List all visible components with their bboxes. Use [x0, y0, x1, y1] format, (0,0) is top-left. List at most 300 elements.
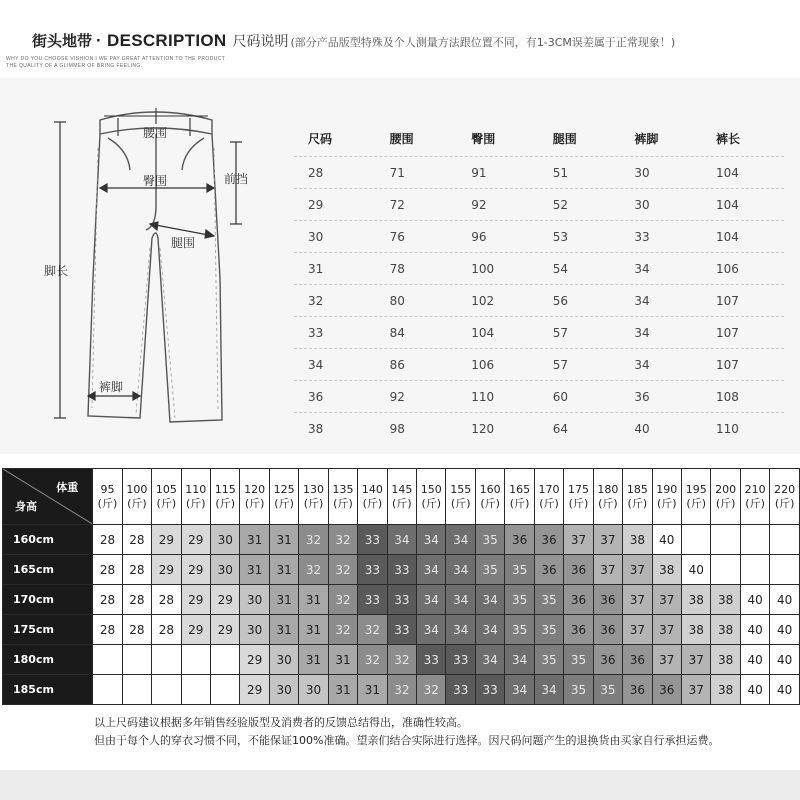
size-recommendation-cell	[152, 675, 181, 705]
weight-header-cell	[122, 469, 151, 525]
size-recommendation-cell	[122, 645, 151, 675]
weight-unit: (斤)	[185, 496, 206, 510]
size-recommendation-cell	[740, 525, 769, 555]
height-axis-label: 身高	[15, 500, 37, 513]
size-recommendation-cell: 28	[122, 525, 151, 555]
description-title: · DESCRIPTION	[96, 31, 227, 50]
size-cell: 100	[471, 261, 495, 276]
weight-header-cell	[593, 469, 622, 525]
size-recommendation-cell: 33	[475, 675, 504, 705]
size-recommendation-cell: 32	[328, 585, 357, 615]
weight-unit: (斤)	[509, 496, 530, 510]
weight-value: 195	[685, 482, 707, 496]
size-recommendation-cell: 40	[740, 675, 769, 705]
weight-header-cell	[711, 469, 740, 525]
size-row	[294, 252, 784, 284]
size-row	[294, 156, 784, 188]
weight-unit: (斤)	[156, 496, 177, 510]
size-recommendation-cell: 35	[534, 615, 563, 645]
grid-row	[3, 585, 800, 615]
weight-value: 170	[538, 482, 560, 496]
size-header-cell: 尺码	[308, 131, 333, 146]
size-recommendation-cell: 29	[240, 645, 269, 675]
weight-value: 95	[100, 482, 115, 496]
size-guide-title: 尺码说明	[232, 34, 289, 50]
size-row	[294, 284, 784, 316]
size-recommendation-cell: 36	[564, 615, 593, 645]
weight-header-cell	[358, 469, 387, 525]
size-recommendation-cell: 37	[652, 585, 681, 615]
weight-value: 120	[244, 482, 266, 496]
size-recommendation-cell: 37	[623, 615, 652, 645]
size-recommendation-cell: 36	[534, 525, 563, 555]
size-recommendation-cell: 40	[681, 555, 710, 585]
weight-value: 125	[273, 482, 295, 496]
weight-value: 140	[361, 482, 383, 496]
weight-unit: (斤)	[274, 496, 294, 510]
size-row	[294, 412, 784, 444]
weight-header-cell	[564, 469, 593, 525]
size-recommendation-cell: 30	[210, 555, 239, 585]
size-recommendation-cell: 34	[387, 525, 416, 555]
size-recommendation-cell: 28	[93, 615, 122, 645]
weight-value: 110	[185, 482, 207, 496]
size-cell: 106	[715, 261, 739, 276]
size-cell: 36	[634, 389, 650, 404]
weight-value: 175	[567, 482, 589, 496]
weight-unit: (斤)	[745, 496, 765, 510]
size-recommendation-cell: 33	[387, 555, 416, 585]
size-recommendation-cell: 35	[505, 585, 534, 615]
corner-diagonal	[3, 469, 93, 525]
size-recommendation-cell	[181, 645, 210, 675]
size-cell: 76	[389, 229, 405, 244]
header-subline-2: THE QUALITY OF A GLIMMER OF BRING FEELING.	[6, 63, 143, 69]
weight-unit: (斤)	[539, 496, 559, 510]
size-recommendation-cell: 28	[93, 585, 122, 615]
size-recommendation-cell: 40	[770, 645, 800, 675]
size-cell: 64	[552, 421, 569, 436]
size-recommendation-cell: 35	[564, 675, 593, 705]
weight-value: 200	[715, 482, 737, 496]
size-recommendation-cell: 34	[446, 555, 475, 585]
weight-value: 210	[744, 482, 766, 496]
size-cell: 53	[552, 229, 569, 244]
size-cell: 102	[471, 293, 495, 308]
size-header-cell: 裤脚	[634, 131, 659, 146]
size-recommendation-cell: 31	[240, 555, 269, 585]
size-header-cell: 裤长	[715, 131, 740, 146]
size-recommendation-cell: 32	[417, 675, 446, 705]
size-recommendation-cell: 31	[328, 675, 357, 705]
size-cell: 110	[715, 421, 739, 436]
size-cell: 28	[308, 165, 324, 180]
size-recommendation-cell: 29	[181, 555, 210, 585]
size-recommendation-cell: 32	[299, 555, 328, 585]
size-cell: 51	[552, 165, 569, 180]
size-cell: 120	[471, 421, 495, 436]
hem-label: 裤脚	[99, 380, 124, 394]
size-cell: 106	[471, 357, 495, 372]
size-recommendation-cell	[711, 525, 740, 555]
size-recommendation-cell: 34	[475, 585, 504, 615]
weight-unit: (斤)	[715, 496, 736, 510]
weight-value: 155	[450, 482, 472, 496]
size-cell: 107	[715, 293, 739, 308]
height-header-cell: 175cm	[3, 615, 93, 645]
size-recommendation-cell: 28	[152, 615, 181, 645]
weight-header-cell	[93, 469, 122, 525]
weight-value: 145	[391, 482, 413, 496]
size-cell: 34	[634, 261, 650, 276]
size-recommendation-cell: 32	[387, 675, 416, 705]
size-cell: 34	[634, 357, 650, 372]
size-recommendation-cell: 34	[475, 615, 504, 645]
size-recommendation-cell: 34	[446, 615, 475, 645]
size-recommendation-cell: 40	[740, 645, 769, 675]
footer-note-2: 但由于每个人的穿衣习惯不同，不能保证100%准确。望亲们结合实际进行选择。因尺码问题产生的退换货由买家自行承担运费。	[94, 734, 720, 747]
size-header-cell: 腰围	[389, 131, 414, 146]
size-recommendation-cell: 35	[593, 675, 622, 705]
height-weight-table	[2, 468, 800, 705]
header-subline-1: WHY DO YOU CHOOSE VISHION I WE PAY GREAT ATTENTION TO THE PRODUCT	[6, 56, 226, 62]
size-row	[294, 188, 784, 220]
weight-unit: (斤)	[774, 496, 795, 510]
size-recommendation-cell: 35	[534, 585, 563, 615]
brand-title: 街头地带	[32, 32, 93, 50]
size-cell: 84	[389, 325, 405, 340]
length-label: 脚长	[44, 264, 69, 278]
waist-label: 腰围	[143, 126, 168, 140]
weight-unit: (斤)	[480, 496, 500, 510]
size-recommendation-cell: 38	[711, 645, 740, 675]
weight-header-cell	[770, 469, 800, 525]
size-cell: 86	[389, 357, 405, 372]
size-cell: 33	[308, 325, 324, 340]
size-recommendation-cell: 33	[417, 645, 446, 675]
height-header-cell: 160cm	[3, 525, 93, 555]
size-recommendation-cell	[152, 645, 181, 675]
size-cell: 96	[471, 229, 487, 244]
size-recommendation-cell	[122, 675, 151, 705]
size-cell: 34	[634, 325, 650, 340]
size-cell: 38	[308, 421, 324, 436]
size-recommendation-cell	[93, 675, 122, 705]
size-recommendation-cell: 35	[475, 555, 504, 585]
grid-row	[3, 555, 800, 585]
size-cell: 78	[389, 261, 405, 276]
size-cell: 104	[471, 325, 495, 340]
weight-unit: (斤)	[568, 496, 589, 510]
footer-note-1: 以上尺码建议根据多年销售经验版型及消费者的反馈总结得出，准确性较高。	[94, 716, 468, 729]
weight-unit: (斤)	[244, 496, 265, 510]
page-header	[0, 0, 800, 78]
size-recommendation-cell: 34	[446, 585, 475, 615]
size-cell: 110	[471, 389, 495, 404]
size-cell: 98	[389, 421, 405, 436]
size-recommendation-cell: 34	[475, 645, 504, 675]
size-recommendation-cell: 40	[652, 525, 681, 555]
bottom-bar	[0, 770, 800, 800]
size-recommendation-cell: 31	[269, 525, 298, 555]
size-recommendation-cell: 29	[181, 585, 210, 615]
size-recommendation-cell: 35	[505, 555, 534, 585]
height-header-cell: 180cm	[3, 645, 93, 675]
size-cell: 30	[308, 229, 324, 244]
weight-header-cell	[652, 469, 681, 525]
size-recommendation-cell: 34	[505, 675, 534, 705]
size-cell: 71	[389, 165, 405, 180]
size-recommendation-cell: 31	[269, 615, 298, 645]
weight-unit: (斤)	[686, 496, 706, 510]
size-recommendation-cell: 29	[152, 555, 181, 585]
size-cell: 107	[715, 357, 739, 372]
weight-unit: (斤)	[97, 496, 118, 510]
size-cell: 40	[634, 421, 650, 436]
size-recommendation-cell: 38	[681, 585, 710, 615]
grid-row	[3, 525, 800, 555]
height-header-cell: 165cm	[3, 555, 93, 585]
size-recommendation-cell: 34	[417, 585, 446, 615]
size-row	[294, 316, 784, 348]
size-cell: 80	[389, 293, 405, 308]
size-recommendation-cell: 36	[593, 615, 622, 645]
weight-header-cell	[446, 469, 475, 525]
size-recommendation-cell: 31	[299, 645, 328, 675]
size-recommendation-cell: 28	[122, 585, 151, 615]
height-weight-grid	[0, 468, 800, 706]
weight-value: 105	[155, 482, 177, 496]
size-recommendation-cell: 28	[93, 555, 122, 585]
size-recommendation-cell: 35	[505, 615, 534, 645]
size-cell: 56	[552, 293, 569, 308]
size-recommendation-cell: 40	[770, 585, 800, 615]
size-cell: 32	[308, 293, 324, 308]
size-recommendation-cell: 40	[770, 615, 800, 645]
weight-value: 135	[332, 482, 354, 496]
size-recommendation-cell: 33	[358, 585, 387, 615]
size-recommendation-cell: 30	[299, 675, 328, 705]
size-recommendation-cell: 36	[593, 645, 622, 675]
size-recommendation-cell: 36	[505, 525, 534, 555]
weight-header-cell	[534, 469, 563, 525]
size-cell: 34	[634, 293, 650, 308]
size-recommendation-cell: 36	[534, 555, 563, 585]
size-recommendation-cell: 30	[269, 675, 298, 705]
size-recommendation-cell: 37	[593, 525, 622, 555]
size-recommendation-cell: 32	[358, 615, 387, 645]
size-recommendation-cell: 31	[358, 675, 387, 705]
thigh-label: 腿围	[171, 236, 196, 250]
size-recommendation-cell: 34	[417, 555, 446, 585]
size-recommendation-cell: 35	[534, 645, 563, 675]
size-recommendation-cell	[181, 675, 210, 705]
size-recommendation-cell: 29	[181, 525, 210, 555]
weight-unit: (斤)	[392, 496, 412, 510]
size-recommendation-cell: 33	[358, 555, 387, 585]
size-recommendation-cell: 38	[711, 675, 740, 705]
size-cell: 60	[552, 389, 569, 404]
size-recommendation-cell: 31	[328, 645, 357, 675]
weight-unit: (斤)	[362, 496, 383, 510]
size-recommendation-cell: 34	[417, 615, 446, 645]
size-recommendation-cell: 37	[652, 645, 681, 675]
size-recommendation-cell: 31	[269, 555, 298, 585]
size-recommendation-cell: 37	[681, 675, 710, 705]
size-header-cell: 腿围	[552, 131, 577, 146]
grid-row	[3, 615, 800, 645]
weight-header-cell	[475, 469, 504, 525]
weight-value: 220	[774, 482, 796, 496]
size-recommendation-cell	[711, 555, 740, 585]
size-recommendation-cell: 28	[152, 585, 181, 615]
size-cell: 91	[471, 165, 487, 180]
size-recommendation-cell: 33	[446, 645, 475, 675]
size-recommendation-cell: 34	[446, 525, 475, 555]
size-cell: 104	[715, 229, 739, 244]
size-cell: 92	[389, 389, 405, 404]
weight-value: 165	[509, 482, 531, 496]
weight-unit: (斤)	[127, 496, 147, 510]
size-recommendation-cell: 28	[93, 525, 122, 555]
size-recommendation-cell: 37	[681, 645, 710, 675]
weight-header-cell	[387, 469, 416, 525]
size-recommendation-cell: 29	[181, 615, 210, 645]
weight-value: 100	[126, 482, 148, 496]
size-cell: 30	[634, 197, 650, 212]
weight-unit: (斤)	[333, 496, 353, 510]
header-title	[32, 30, 675, 51]
size-cell: 30	[634, 165, 650, 180]
grid-corner	[3, 469, 93, 525]
size-recommendation-cell: 38	[711, 585, 740, 615]
size-header-cell: 臀围	[471, 131, 496, 146]
size-cell: 33	[634, 229, 650, 244]
weight-header-cell	[269, 469, 298, 525]
size-cell: 104	[715, 197, 739, 212]
size-cell: 57	[552, 357, 569, 372]
size-recommendation-cell: 28	[122, 555, 151, 585]
size-row	[294, 348, 784, 380]
weight-value: 150	[420, 482, 442, 496]
weight-header-cell	[681, 469, 710, 525]
size-recommendation-cell: 36	[593, 585, 622, 615]
size-recommendation-cell: 29	[240, 675, 269, 705]
weight-unit: (斤)	[303, 496, 324, 510]
weight-unit: (斤)	[215, 496, 235, 510]
size-recommendation-cell: 31	[269, 585, 298, 615]
size-cell: 104	[715, 165, 739, 180]
size-recommendation-cell: 34	[505, 645, 534, 675]
size-recommendation-cell: 35	[475, 525, 504, 555]
size-recommendation-cell: 32	[358, 645, 387, 675]
size-cell: 54	[552, 261, 569, 276]
size-recommendation-cell: 37	[652, 615, 681, 645]
size-recommendation-cell	[210, 645, 239, 675]
size-cell: 72	[389, 197, 405, 212]
size-recommendation-cell: 30	[269, 645, 298, 675]
measurement-section	[0, 78, 800, 454]
weight-header-cell	[299, 469, 328, 525]
size-cell: 57	[552, 325, 569, 340]
size-recommendation-cell: 37	[593, 555, 622, 585]
size-recommendation-cell: 28	[122, 615, 151, 645]
weight-unit: (斤)	[598, 496, 618, 510]
size-recommendation-cell: 40	[740, 615, 769, 645]
size-recommendation-cell: 38	[652, 555, 681, 585]
size-recommendation-cell: 36	[652, 675, 681, 705]
weight-value: 180	[597, 482, 619, 496]
size-recommendation-cell: 36	[623, 645, 652, 675]
weight-value: 115	[214, 482, 236, 496]
size-recommendation-cell: 36	[564, 585, 593, 615]
size-recommendation-cell: 36	[623, 675, 652, 705]
grid-row	[3, 645, 800, 675]
size-recommendation-cell: 37	[623, 585, 652, 615]
size-recommendation-cell: 32	[328, 615, 357, 645]
size-recommendation-cell: 35	[564, 645, 593, 675]
size-cell: 108	[715, 389, 739, 404]
size-recommendation-cell: 30	[210, 525, 239, 555]
size-recommendation-cell	[681, 525, 710, 555]
size-recommendation-cell: 40	[740, 585, 769, 615]
size-row	[294, 380, 784, 412]
height-header-cell: 170cm	[3, 585, 93, 615]
weight-header-cell	[328, 469, 357, 525]
size-recommendation-cell: 31	[299, 615, 328, 645]
size-recommendation-cell: 38	[681, 615, 710, 645]
weight-header-cell	[505, 469, 534, 525]
measurement-note: (部分产品版型特殊及个人测量方法跟位置不同，有1-3CM误差属于正常现象！)	[290, 36, 676, 49]
size-recommendation-cell: 32	[328, 525, 357, 555]
size-recommendation-cell	[93, 645, 122, 675]
size-recommendation-cell: 30	[240, 585, 269, 615]
weight-header-cell	[417, 469, 446, 525]
size-table-header	[294, 120, 784, 156]
weight-value: 160	[479, 482, 501, 496]
weight-header-cell	[740, 469, 769, 525]
weight-header-cell	[181, 469, 210, 525]
grid-row	[3, 675, 800, 705]
weight-header-cell	[210, 469, 239, 525]
size-cell: 29	[308, 197, 324, 212]
size-recommendation-cell: 34	[417, 525, 446, 555]
size-recommendation-cell: 29	[210, 615, 239, 645]
size-recommendation-cell: 31	[240, 525, 269, 555]
size-recommendation-cell: 34	[534, 675, 563, 705]
size-recommendation-cell: 29	[152, 525, 181, 555]
size-recommendation-cell: 32	[299, 525, 328, 555]
weight-value: 185	[626, 482, 648, 496]
size-recommendation-cell: 32	[328, 555, 357, 585]
size-recommendation-cell	[770, 525, 800, 555]
size-cell: 34	[308, 357, 324, 372]
size-recommendation-cell	[770, 555, 800, 585]
hip-label: 臀围	[143, 174, 168, 188]
weight-header-cell	[240, 469, 269, 525]
size-recommendation-cell: 31	[299, 585, 328, 615]
weight-value: 130	[303, 482, 325, 496]
weight-unit: (斤)	[450, 496, 471, 510]
size-recommendation-cell: 40	[770, 675, 800, 705]
size-recommendation-cell: 37	[623, 555, 652, 585]
size-cell: 31	[308, 261, 324, 276]
size-recommendation-cell: 32	[387, 645, 416, 675]
weight-header-cell	[152, 469, 181, 525]
size-cell: 107	[715, 325, 739, 340]
size-recommendation-cell: 33	[446, 675, 475, 705]
weight-header-cell	[623, 469, 652, 525]
